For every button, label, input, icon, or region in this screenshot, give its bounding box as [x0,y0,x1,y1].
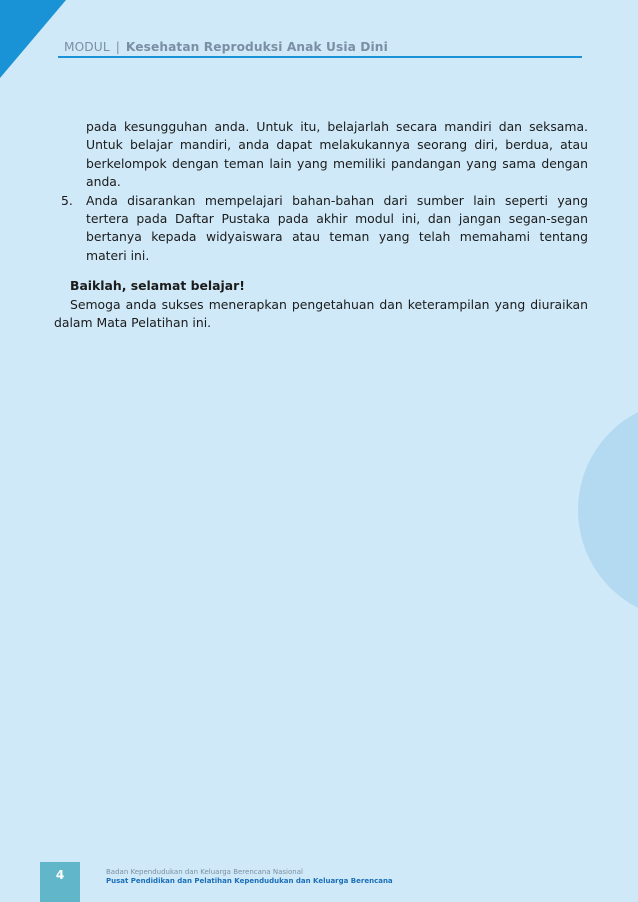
page-number-tab [40,862,80,902]
header-rule [58,56,582,58]
list-item-number: 5. [61,192,73,208]
closing-paragraph: Semoga anda sukses menerapkan pengetahuan dan keterampilan yang diuraikan dalam Mata Pelatihan ini. [54,296,588,331]
header-separator: | [115,40,120,54]
footer-center: Pusat Pendidikan dan Pelatihan Kependudukan dan Keluarga Berencana [106,877,393,885]
page-content [54,118,588,332]
footer-institution: Badan Kependudukan dan Keluarga Berencana Nasional [106,868,303,876]
closing-greeting: Baiklah, selamat belajar! [70,278,245,294]
running-header [64,40,388,54]
list-item-5 [54,192,588,266]
page-number: 4 [55,868,65,882]
corner-decoration [0,0,66,78]
module-label: MODUL [64,40,110,54]
continuation-paragraph: pada kesungguhan anda. Untuk itu, belajarlah secara mandiri dan seksama. Untuk belajar mandiri, anda dapat melakukannya seorang diri, berdua, atau berkelompok dengan teman lain yang memiliki pandangan yang sama dengan anda. [86,119,588,190]
side-circle-decoration [578,400,638,620]
list-item-text: Anda disarankan mempelajari bahan-bahan dari sumber lain seperti yang tertera pada Daftar Pustaka pada akhir modul ini, dan jangan segan-segan bertanya kepada widyaiswara atau teman yang telah memahami tentang materi ini. [86,192,588,263]
module-title: Kesehatan Reproduksi Anak Usia Dini [125,40,388,54]
